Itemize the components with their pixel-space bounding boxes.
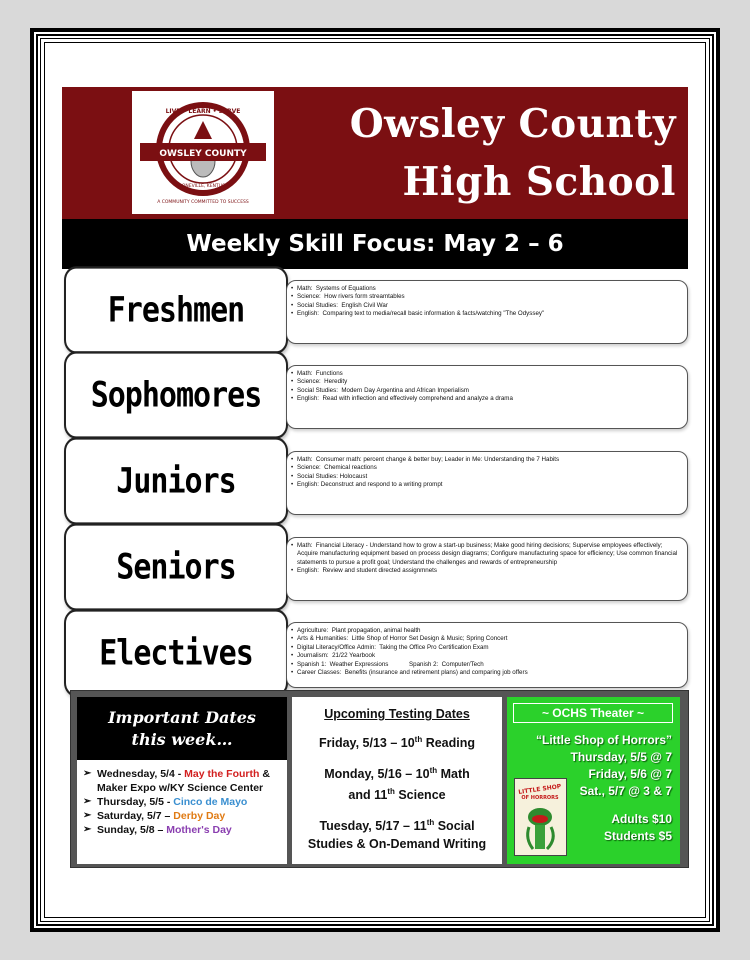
svg-text:LITTLE SHOP: LITTLE SHOP — [517, 783, 562, 796]
school-logo — [132, 91, 274, 214]
detail-item: • Journalism: 21/22 Yearbook — [291, 652, 681, 660]
detail-item: • English: Comparing text to media/recall basic information & facts/watching "The Odyssey" — [291, 310, 681, 318]
svg-text:LIVE • LEARN • SERVE: LIVE • LEARN • SERVE — [165, 108, 241, 115]
svg-text:BOONEVILLE, KENTUCKY: BOONEVILLE, KENTUCKY — [175, 184, 231, 189]
detail-item: • Science: Chemical reactions — [291, 464, 681, 472]
grade-details-juniors — [286, 451, 688, 515]
little-shop-poster — [514, 778, 567, 856]
school-name-line2: High School — [402, 159, 676, 205]
detail-item: • Arts & Humanities: Little Shop of Horror Set Design & Music; Spring Concert — [291, 635, 681, 643]
grade-details-sophomores — [286, 365, 688, 429]
important-date-item: ➢ Saturday, 5/7 – Derby Day — [83, 809, 283, 823]
poster-plant-icon — [515, 779, 566, 855]
detail-item: • Science: Heredity — [291, 378, 681, 386]
detail-item: • English: Read with inflection and effectively comprehend and analyze a drama — [291, 395, 681, 403]
grade-details-freshmen — [286, 280, 688, 344]
important-dates-box — [77, 697, 287, 864]
detail-item: • English: Deconstruct and respond to a writing prompt — [291, 481, 681, 489]
detail-item: • Math: Consumer math: percent change & better buy; Leader in Me: Understanding the 7 Habits — [291, 456, 681, 464]
theater-date: Sat., 5/7 @ 3 & 7 — [579, 784, 672, 798]
svg-text:OWSLEY COUNTY: OWSLEY COUNTY — [159, 149, 247, 159]
testing-date-item: Tuesday, 5/17 – 11th Social Studies & On-Demand Writing — [307, 818, 487, 851]
theater-date: Thursday, 5/5 @ 7 — [570, 750, 672, 764]
detail-item: • English: Review and student directed assignmnets — [291, 567, 681, 575]
detail-item: • Spanish 1: Weather Expressions Spanish 2: Computer/Tech — [291, 661, 681, 669]
school-name-line1: Owsley County — [349, 101, 676, 147]
detail-item: • Career Classes: Benefits (insurance and retirement plans) and comparing job offers — [291, 669, 681, 677]
detail-item: • Math: Functions — [291, 370, 681, 378]
testing-date-item: Monday, 5/16 – 10th Math and 11th Science — [324, 766, 470, 803]
grade-label-freshmen: Freshmen — [64, 266, 288, 353]
important-dates-list — [83, 767, 283, 837]
svg-text:A COMMUNITY COMMITTED TO SUCCE: A COMMUNITY COMMITTED TO SUCCESS — [157, 200, 249, 205]
grade-label-electives: Electives — [64, 609, 288, 696]
theater-price: Students $5 — [603, 829, 672, 843]
detail-item: • Digital Literacy/Office Admin: Taking the Office Pro Certification Exam — [291, 644, 681, 652]
important-dates-title: Important Dates this week… — [77, 697, 287, 760]
important-date-item: ➢ Sunday, 5/8 – Mother's Day — [83, 823, 283, 837]
detail-item: • Science: How rivers form streamtables — [291, 293, 681, 301]
detail-item: • Social Studies: Modern Day Argentina and African Imperialism — [291, 387, 681, 395]
theater-price: Adults $10 — [611, 812, 672, 826]
testing-date-item: Friday, 5/13 – 10th Reading — [318, 735, 476, 751]
theater-show-title: “Little Shop of Horrors” — [536, 733, 672, 747]
grade-label-sophomores: Sophomores — [64, 351, 288, 438]
weekly-skill-focus-title: Weekly Skill Focus: May 2 – 6 — [62, 219, 688, 269]
detail-item: • Math: Financial Literacy - Understand how to grow a start-up business; Make good hiring decisions; Supervise employees effectively; Acquire manufacturing equipment based on process design diagrams; Configure manufacturing space for efficiency; Use common financial statements to pursue a profit goal; Understand the challenges and rewards of entrepreneurship — [291, 542, 681, 567]
detail-item: • Social Studies: Holocaust — [291, 473, 681, 481]
testing-dates-title: Upcoming Testing Dates — [324, 707, 470, 721]
important-date-item: ➢ Thursday, 5/5 - Cinco de Mayo — [83, 795, 283, 809]
grade-details-seniors — [286, 537, 688, 601]
grade-label-juniors: Juniors — [64, 437, 288, 524]
testing-dates-box — [292, 697, 502, 864]
grade-details-electives — [286, 622, 688, 688]
school-header — [62, 87, 688, 219]
theater-date: Friday, 5/6 @ 7 — [588, 767, 672, 781]
detail-item: • Social Studies: English Civil War — [291, 302, 681, 310]
grade-label-seniors: Seniors — [64, 523, 288, 610]
theater-title: ~ OCHS Theater ~ — [513, 703, 673, 723]
svg-text:OF HORRORS: OF HORRORS — [521, 795, 559, 801]
important-date-item: ➢ Wednesday, 5/4 - May the Fourth & Maker Expo w/KY Science Center — [83, 767, 283, 795]
detail-item: • Agriculture: Plant propagation, animal health — [291, 627, 681, 635]
school-name — [276, 95, 676, 211]
school-seal-icon — [132, 91, 274, 214]
detail-item: • Math: Systems of Equations — [291, 285, 681, 293]
